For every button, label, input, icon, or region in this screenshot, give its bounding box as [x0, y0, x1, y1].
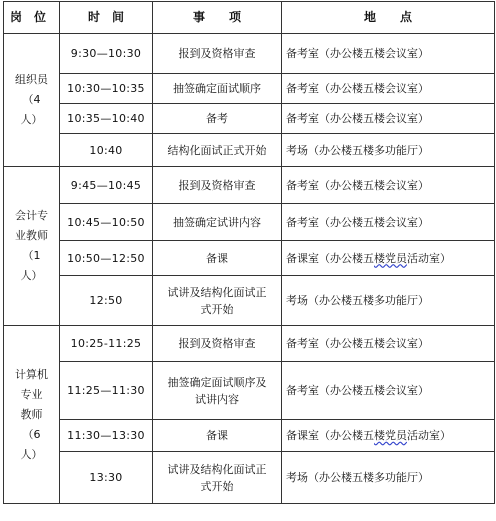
- time-cell: 10:35—10:40: [60, 104, 153, 134]
- position-line: 人）: [20, 269, 43, 282]
- time-cell: 10:40: [60, 134, 153, 167]
- item-cell: [153, 276, 282, 326]
- item-line: 式开始: [200, 479, 234, 493]
- place-cell: 考场（办公楼五楼多功能厅）: [282, 134, 495, 167]
- position-line: （4: [22, 93, 41, 106]
- item-cell: 抽签确定试讲内容: [153, 204, 282, 241]
- time-cell: 12:50: [60, 276, 153, 326]
- time-cell: 10:50—12:50: [60, 241, 153, 276]
- table-row: [4, 276, 495, 326]
- item-cell: [153, 362, 282, 420]
- position-line: 组织员: [15, 73, 48, 86]
- header-row: [4, 2, 495, 34]
- place-text: 备课室（办公楼五: [286, 251, 374, 265]
- table-row: [4, 34, 495, 74]
- place-cell: 备考室（办公楼五楼会议室）: [282, 167, 495, 204]
- place-cell: 备考室（办公楼五楼会议室）: [282, 104, 495, 134]
- item-cell: 备考: [153, 104, 282, 134]
- table-row: [4, 326, 495, 362]
- place-cell: 考场（办公楼五楼多功能厅）: [282, 452, 495, 504]
- item-cell: 备课: [153, 420, 282, 452]
- place-cell: [282, 241, 495, 276]
- position-cell: [4, 167, 60, 326]
- item-cell: 报到及资格审查: [153, 34, 282, 74]
- place-text: 活动室）: [407, 251, 451, 265]
- time-cell: 9:30—10:30: [60, 34, 153, 74]
- item-line: 试讲及结构化面试正: [167, 285, 267, 299]
- item-line: 试讲内容: [195, 392, 239, 406]
- item-cell: 备课: [153, 241, 282, 276]
- place-cell: 考场（办公楼五楼多功能厅）: [282, 276, 495, 326]
- position-line: 专业: [20, 387, 43, 401]
- place-cell: 备考室（办公楼五楼会议室）: [282, 204, 495, 241]
- item-cell: 结构化面试正式开始: [153, 134, 282, 167]
- time-cell: 13:30: [60, 452, 153, 504]
- time-cell: 10:30—10:35: [60, 74, 153, 104]
- place-cell: 备考室（办公楼五楼会议室）: [282, 34, 495, 74]
- position-line: 人）: [20, 113, 43, 126]
- place-text: 备课室（办公楼五: [286, 429, 374, 442]
- time-cell: 10:25-11:25: [60, 326, 153, 362]
- place-text-underlined: 楼党员: [374, 251, 407, 265]
- item-line: 试讲及结构化面试正: [167, 462, 267, 476]
- interview-schedule-table: [3, 1, 495, 504]
- item-cell: 抽签确定面试顺序: [153, 74, 282, 104]
- item-line: 抽签确定面试顺序及: [167, 375, 267, 389]
- header-place: 地 点: [282, 2, 495, 34]
- table-row: [4, 362, 495, 420]
- table-row: [4, 420, 495, 452]
- time-cell: 11:30—13:30: [60, 420, 153, 452]
- position-cell: [4, 34, 60, 167]
- position-cell: [4, 326, 60, 504]
- place-cell: [282, 420, 495, 452]
- table-row: [4, 74, 495, 104]
- time-cell: 9:45—10:45: [60, 167, 153, 204]
- table-row: [4, 452, 495, 504]
- table-row: [4, 241, 495, 276]
- table-row: [4, 134, 495, 167]
- item-line: 式开始: [200, 302, 234, 316]
- position-line: 教师: [20, 407, 43, 421]
- place-cell: 备考室（办公楼五楼会议室）: [282, 326, 495, 362]
- item-cell: 报到及资格审查: [153, 167, 282, 204]
- place-cell: 备考室（办公楼五楼会议室）: [282, 362, 495, 420]
- header-time: 时 间: [60, 2, 153, 34]
- time-cell: 10:45—10:50: [60, 204, 153, 241]
- header-position: 岗 位: [4, 2, 60, 34]
- time-cell: 11:25—11:30: [60, 362, 153, 420]
- place-text-underlined: 楼党员: [374, 429, 407, 442]
- position-line: 会计专: [15, 209, 48, 222]
- item-cell: 报到及资格审查: [153, 326, 282, 362]
- table-row: [4, 167, 495, 204]
- position-line: 业教师: [15, 229, 48, 242]
- table-row: [4, 204, 495, 241]
- position-line: （1: [22, 249, 41, 262]
- position-line: 人）: [20, 447, 43, 461]
- place-text: 活动室）: [407, 429, 451, 442]
- table-row: [4, 104, 495, 134]
- item-cell: [153, 452, 282, 504]
- header-item: 事 项: [153, 2, 282, 34]
- place-cell: 备考室（办公楼五楼会议室）: [282, 74, 495, 104]
- position-line: （6: [22, 427, 41, 441]
- position-line: 计算机: [15, 367, 48, 381]
